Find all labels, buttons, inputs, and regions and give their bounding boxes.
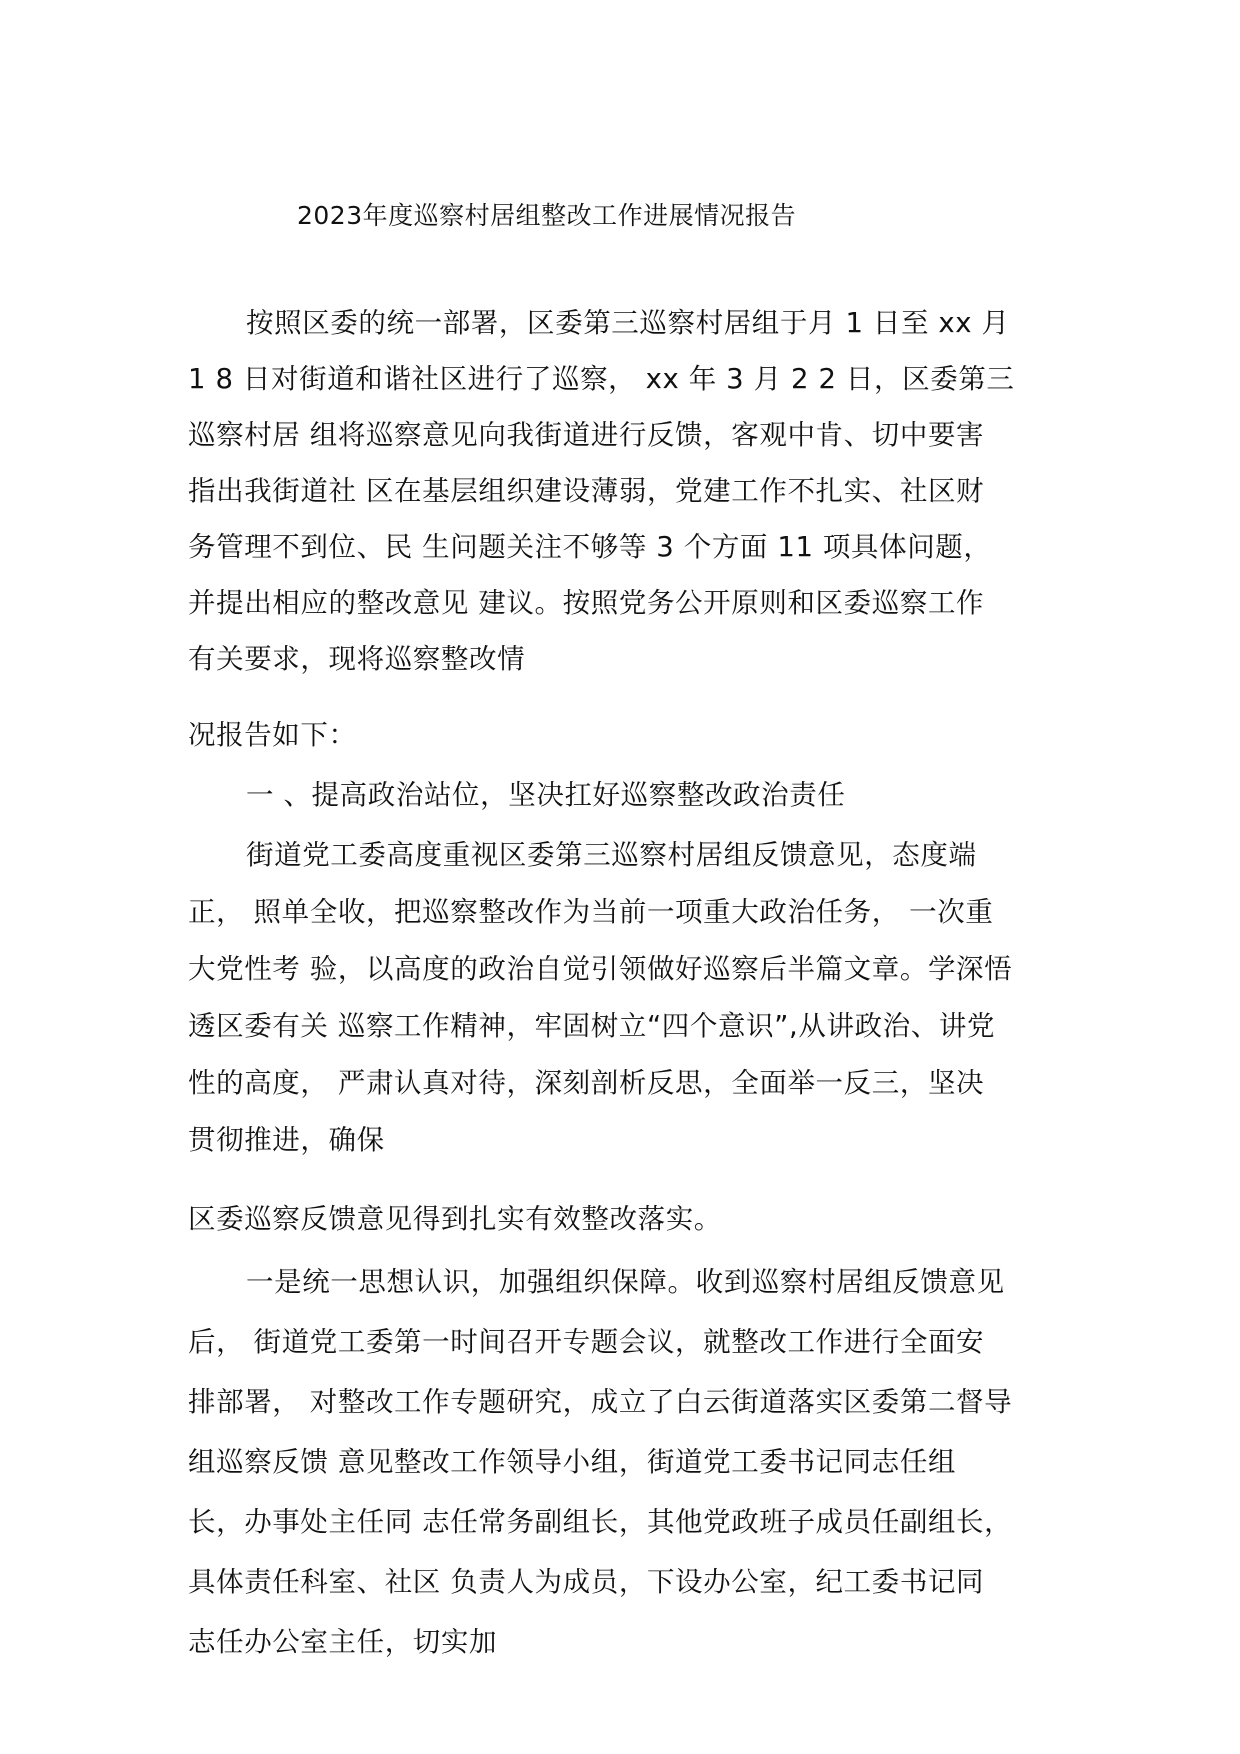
paragraph-line: 况报告如下：	[188, 719, 357, 751]
paragraph-line: 正， 照单全收，把巡察整改作为当前一项重大政治任务， 一次重	[188, 896, 994, 928]
paragraph-line: 并提出相应的整改意见 建议。按照党务公开原则和区委巡察工作	[188, 587, 985, 619]
paragraph-line: 大党性考 验，以高度的政治自觉引领做好巡察后半篇文章。学深悟	[188, 953, 1013, 985]
paragraph-line: 指出我街道社 区在基层组织建设薄弱，党建工作不扎实、社区财	[188, 475, 985, 507]
paragraph-line: 一是统一思想认识，加强组织保障。收到巡察村居组反馈意见	[246, 1266, 1005, 1298]
paragraph-line: 区委巡察反馈意见得到扎实有效整改落实。	[188, 1203, 722, 1235]
paragraph-line: 巡察村居 组将巡察意见向我街道进行反馈，客观中肯、切中要害	[188, 419, 985, 451]
paragraph-line: 性的高度， 严肃认真对待，深刻剖析反思，全面举一反三，坚决	[188, 1067, 985, 1099]
paragraph-line: 排部署， 对整改工作专题研究，成立了白云街道落实区委第二督导	[188, 1386, 1013, 1418]
paragraph-line: 街道党工委高度重视区委第三巡察村居组反馈意见，态度端	[246, 839, 977, 871]
paragraph-line: 组巡察反馈 意见整改工作领导小组，街道党工委书记同志任组	[188, 1446, 957, 1478]
section-heading: 一 、提高政治站位，坚决扛好巡察整改政治责任	[246, 779, 846, 811]
paragraph-line: 按照区委的统一部署，区委第三巡察村居组于月 1 日至 xx 月	[246, 307, 1010, 339]
paragraph-line: 具体责任科室、社区 负责人为成员，下设办公室，纪工委书记同	[188, 1566, 985, 1598]
paragraph-line: 志任办公室主任，切实加	[188, 1626, 498, 1658]
document-title: 2023年度巡察村居组整改工作进展情况报告	[297, 201, 797, 230]
paragraph-line: 长，办事处主任同 志任常务副组长，其他党政班子成员任副组长，	[188, 1506, 1013, 1538]
paragraph-line: 有关要求，现将巡察整改情	[188, 643, 526, 675]
paragraph-line: 贯彻推进，确保	[188, 1124, 385, 1156]
paragraph-line: 透区委有关 巡察工作精神，牢固树立“四个意识”,从讲政治、讲党	[188, 1010, 996, 1042]
paragraph-line: 后， 街道党工委第一时间召开专题会议，就整改工作进行全面安	[188, 1326, 985, 1358]
paragraph-line: 务管理不到位、民 生问题关注不够等 3 个方面 11 项具体问题，	[188, 531, 992, 563]
paragraph-line: 1 8 日对街道和谐社区进行了巡察， xx 年 3 月 2 2 日，区委第三	[188, 363, 1015, 395]
